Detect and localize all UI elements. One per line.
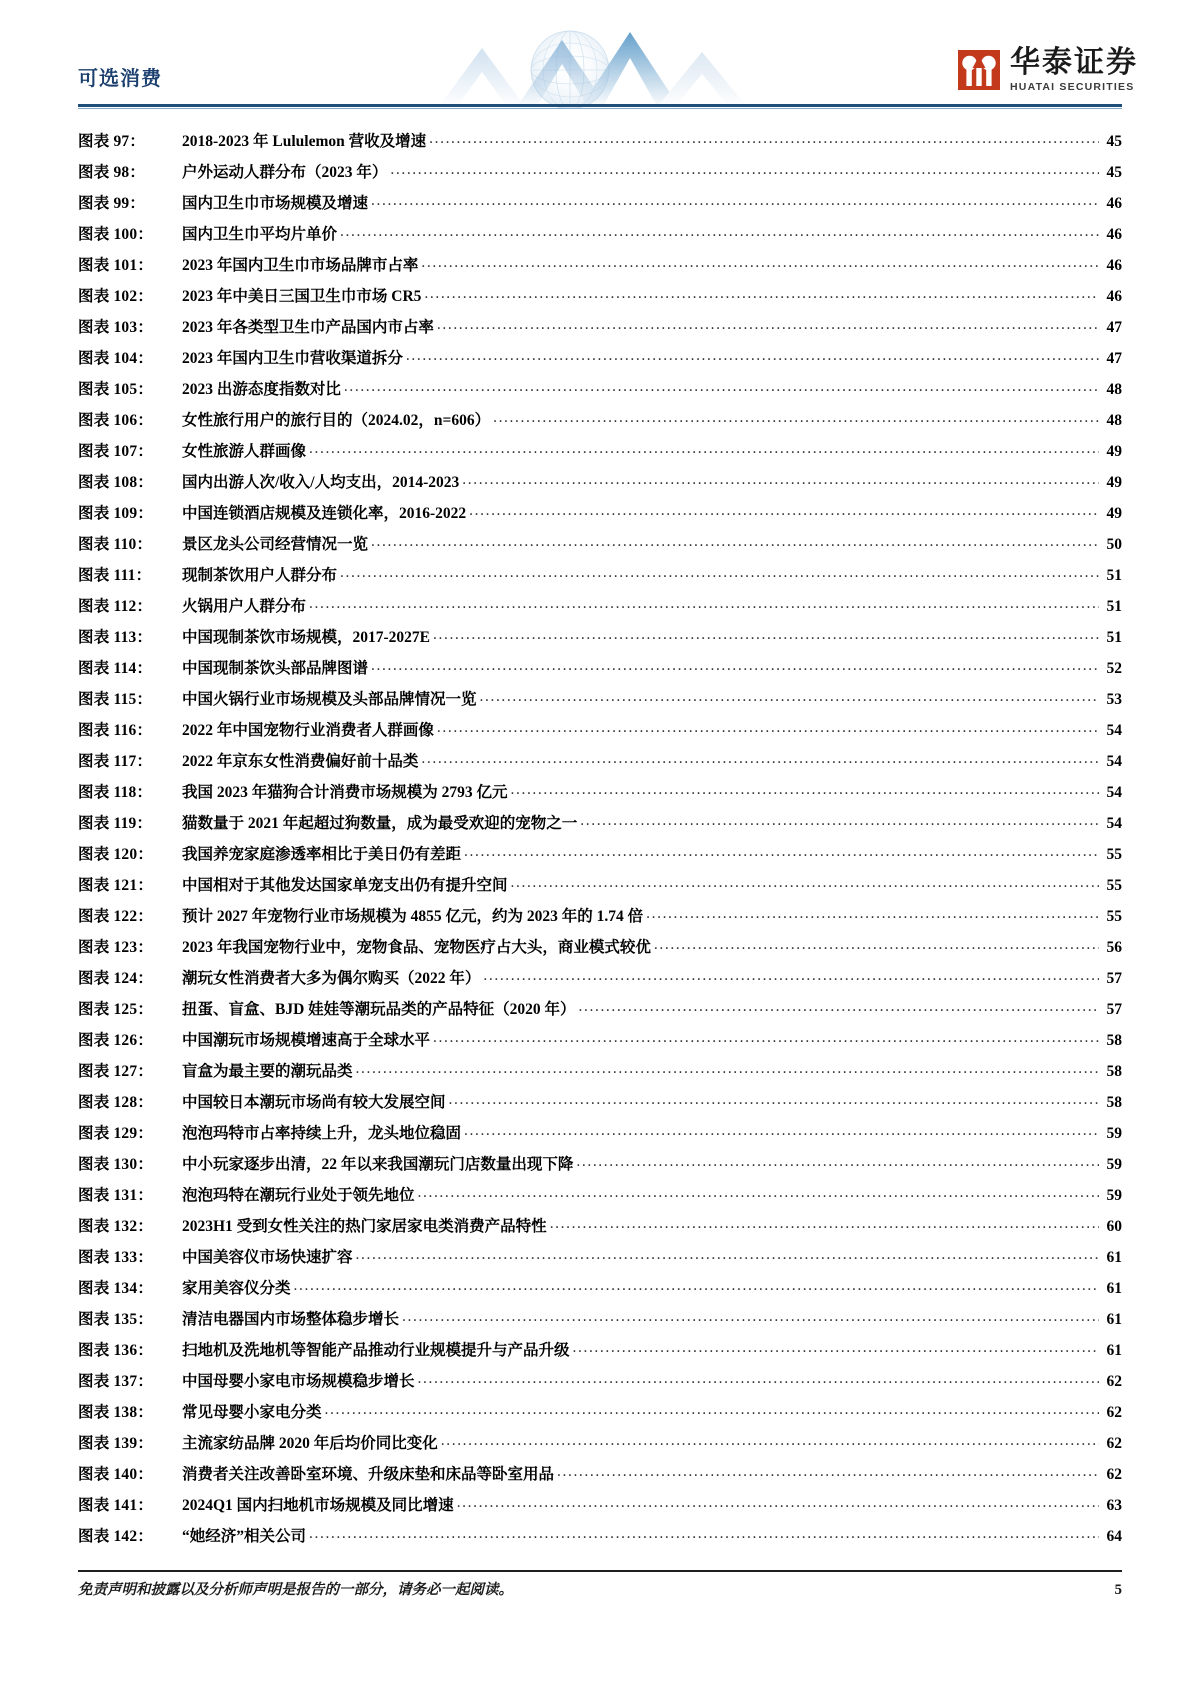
toc-entry-label: 图表 122： xyxy=(78,908,154,925)
toc-entry-page-number: 49 xyxy=(1106,505,1122,522)
toc-entry-title[interactable]: 2024Q1 国内扫地机市场规模及同比增速 xyxy=(182,1497,454,1514)
toc-entry-title[interactable]: 2023 年我国宠物行业中，宠物食品、宠物医疗占大头，商业模式较优 xyxy=(182,939,651,956)
toc-entry-title[interactable]: 泡泡玛特市占率持续上升，龙头地位稳固 xyxy=(182,1125,462,1142)
toc-entry-title[interactable]: 2023H1 受到女性关注的热门家居家电类消费产品特性 xyxy=(182,1218,547,1235)
toc-entry-leader-dots xyxy=(449,1084,1099,1115)
toc-entry-title[interactable]: 中国连锁酒店规模及连锁化率，2016-2022 xyxy=(182,505,467,522)
toc-entry[interactable] xyxy=(78,157,1122,188)
toc-entry[interactable] xyxy=(78,1211,1122,1242)
toc-entry[interactable] xyxy=(78,591,1122,622)
toc-entry-leader-dots xyxy=(457,1487,1099,1518)
toc-entry-label: 图表 132： xyxy=(78,1218,154,1235)
toc-entry-leader-dots xyxy=(464,836,1099,867)
toc-entry-title[interactable]: 中国现制茶饮市场规模，2017-2027E xyxy=(182,629,431,646)
toc-entry-page-number: 62 xyxy=(1106,1404,1122,1421)
toc-entry-leader-dots xyxy=(344,371,1099,402)
toc-entry-label: 图表 141： xyxy=(78,1497,154,1514)
toc-entry-page-number: 51 xyxy=(1106,629,1122,646)
toc-entry-label: 图表 123： xyxy=(78,939,154,956)
toc-entry[interactable] xyxy=(78,963,1122,994)
toc-entry-label: 图表 129： xyxy=(78,1125,154,1142)
toc-entry-leader-dots xyxy=(437,712,1099,743)
toc-entry-label: 图表 140： xyxy=(78,1466,154,1483)
toc-entry-leader-dots xyxy=(433,1022,1099,1053)
toc-entry-page-number: 57 xyxy=(1106,1001,1122,1018)
toc-entry-title[interactable]: 女性旅行用户的旅行目的（2024.02，n=606） xyxy=(182,412,491,429)
toc-entry-title[interactable]: 中国美容仪市场快速扩容 xyxy=(182,1249,353,1266)
toc-entry-page-number: 51 xyxy=(1106,598,1122,615)
toc-entry-title[interactable]: 猫数量于 2021 年起超过狗数量，成为最受欢迎的宠物之一 xyxy=(182,815,578,832)
toc-entry-title[interactable]: 中国较日本潮玩市场尚有较大发展空间 xyxy=(182,1094,446,1111)
toc-entry[interactable] xyxy=(78,684,1122,715)
toc-entry[interactable] xyxy=(78,1149,1122,1180)
toc-entry-label: 图表 100： xyxy=(78,226,154,243)
toc-entry-label: 图表 104： xyxy=(78,350,154,367)
toc-entry[interactable] xyxy=(78,1366,1122,1397)
toc-entry-title[interactable]: “她经济”相关公司 xyxy=(182,1528,307,1545)
toc-entry-title[interactable]: 扫地机及洗地机等智能产品推动行业规模提升与产品升级 xyxy=(182,1342,570,1359)
toc-entry[interactable] xyxy=(78,1459,1122,1490)
toc-entry-leader-dots xyxy=(511,867,1099,898)
header-divider-thick xyxy=(78,104,1122,107)
toc-entry-label: 图表 128： xyxy=(78,1094,154,1111)
toc-entry-leader-dots xyxy=(480,681,1099,712)
footer-disclaimer: 免责声明和披露以及分析师声明是报告的一部分，请务必一起阅读。 xyxy=(78,1582,513,1598)
toc-entry-title[interactable]: 2023 年国内卫生巾营收渠道拆分 xyxy=(182,350,403,367)
toc-entry-label: 图表 105： xyxy=(78,381,154,398)
toc-entry-label: 图表 142： xyxy=(78,1528,154,1545)
toc-entry-label: 图表 138： xyxy=(78,1404,154,1421)
toc-entry[interactable] xyxy=(78,746,1122,777)
toc-entry-leader-dots xyxy=(580,805,1099,836)
header-decorative-graphic xyxy=(430,26,770,108)
toc-entry-leader-dots xyxy=(371,526,1099,557)
toc-entry-leader-dots xyxy=(646,898,1099,929)
toc-entry[interactable] xyxy=(78,436,1122,467)
toc-entry-page-number: 53 xyxy=(1106,691,1122,708)
toc-entry[interactable] xyxy=(78,219,1122,250)
toc-entry[interactable] xyxy=(78,281,1122,312)
toc-entry-label: 图表 99： xyxy=(78,195,146,212)
toc-entry-page-number: 49 xyxy=(1106,443,1122,460)
toc-entry[interactable] xyxy=(78,870,1122,901)
toc-entry-page-number: 58 xyxy=(1106,1063,1122,1080)
toc-entry-leader-dots xyxy=(340,216,1099,247)
toc-entry-page-number: 63 xyxy=(1106,1497,1122,1514)
footer-page-number: 5 xyxy=(1114,1582,1122,1598)
toc-entry-title[interactable]: 国内出游人次/收入/人均支出，2014-2023 xyxy=(182,474,460,491)
toc-entry-leader-dots xyxy=(483,960,1099,991)
toc-entry-title[interactable]: 国内卫生巾市场规模及增速 xyxy=(182,195,369,212)
toc-entry-leader-dots xyxy=(429,123,1099,154)
toc-entry-title[interactable]: 家用美容仪分类 xyxy=(182,1280,291,1297)
toc-entry[interactable] xyxy=(78,808,1122,839)
toc-entry[interactable] xyxy=(78,250,1122,281)
toc-entry-leader-dots xyxy=(557,1456,1099,1487)
toc-entry-label: 图表 126： xyxy=(78,1032,154,1049)
toc-entry-title[interactable]: 潮玩女性消费者大多为偶尔购买（2022 年） xyxy=(182,970,481,987)
toc-entry-label: 图表 102： xyxy=(78,288,154,305)
toc-entry[interactable] xyxy=(78,1180,1122,1211)
toc-entry-title[interactable]: 国内卫生巾平均片单价 xyxy=(182,226,338,243)
toc-entry-page-number: 47 xyxy=(1106,350,1122,367)
toc-entry[interactable] xyxy=(78,498,1122,529)
toc-entry[interactable] xyxy=(78,1118,1122,1149)
toc-entry[interactable] xyxy=(78,405,1122,436)
toc-entry[interactable] xyxy=(78,188,1122,219)
toc-entry-page-number: 55 xyxy=(1106,908,1122,925)
toc-entry-page-number: 46 xyxy=(1106,226,1122,243)
toc-entry-page-number: 52 xyxy=(1106,660,1122,677)
toc-entry-label: 图表 111： xyxy=(78,567,152,584)
toc-entry-leader-dots xyxy=(371,185,1099,216)
toc-entry-title[interactable]: 中小玩家逐步出清，22 年以来我国潮玩门店数量出现下降 xyxy=(182,1156,574,1173)
toc-entry-title[interactable]: 2018-2023 年 Lululemon 营收及增速 xyxy=(182,133,427,150)
toc-entry[interactable] xyxy=(78,1428,1122,1459)
toc-entry-leader-dots xyxy=(402,1301,1099,1332)
toc-entry-title[interactable]: 盲盒为最主要的潮玩品类 xyxy=(182,1063,353,1080)
toc-entry-label: 图表 117： xyxy=(78,753,153,770)
toc-entry-label: 图表 101： xyxy=(78,257,154,274)
toc-entry-leader-dots xyxy=(469,495,1099,526)
huatai-logo-icon xyxy=(958,50,1000,90)
toc-entry-page-number: 54 xyxy=(1106,722,1122,739)
toc-entry-leader-dots xyxy=(356,1239,1099,1270)
toc-entry-leader-dots xyxy=(424,278,1099,309)
page-footer xyxy=(78,1578,1122,1599)
toc-entry-label: 图表 135： xyxy=(78,1311,154,1328)
toc-entry-title[interactable]: 2023 年各类型卫生巾产品国内市占率 xyxy=(182,319,434,336)
toc-entry-page-number: 54 xyxy=(1106,784,1122,801)
toc-entry-label: 图表 109： xyxy=(78,505,154,522)
toc-entry-label: 图表 114： xyxy=(78,660,153,677)
toc-entry-leader-dots xyxy=(421,743,1099,774)
toc-entry-leader-dots xyxy=(573,1332,1099,1363)
toc-entry-title[interactable]: 2022 年中国宠物行业消费者人群画像 xyxy=(182,722,434,739)
page-header xyxy=(0,0,1200,118)
toc-entry[interactable] xyxy=(78,126,1122,157)
toc-entry-leader-dots xyxy=(371,650,1099,681)
toc-entry-leader-dots xyxy=(441,1425,1099,1456)
toc-entry-title[interactable]: 清洁电器国内市场整体稳步增长 xyxy=(182,1311,400,1328)
toc-entry-label: 图表 134： xyxy=(78,1280,154,1297)
toc-entry-page-number: 54 xyxy=(1106,815,1122,832)
toc-entry-leader-dots xyxy=(437,309,1099,340)
logo-company-name-en: HUATAI SECURITIES xyxy=(1010,81,1135,93)
toc-entry-label: 图表 116： xyxy=(78,722,153,739)
toc-entry-page-number: 61 xyxy=(1106,1311,1122,1328)
toc-entry-page-number: 58 xyxy=(1106,1094,1122,1111)
toc-entry[interactable] xyxy=(78,1025,1122,1056)
toc-entry-leader-dots xyxy=(356,1053,1099,1084)
page-header-section-title: 可选消费 xyxy=(78,68,162,90)
toc-entry-page-number: 51 xyxy=(1106,567,1122,584)
toc-entry-label: 图表 106： xyxy=(78,412,154,429)
toc-entry-leader-dots xyxy=(309,1518,1099,1549)
toc-entry-page-number: 59 xyxy=(1106,1125,1122,1142)
toc-entry-page-number: 55 xyxy=(1106,877,1122,894)
toc-entry-page-number: 57 xyxy=(1106,970,1122,987)
toc-entry[interactable] xyxy=(78,777,1122,808)
toc-entry-label: 图表 110： xyxy=(78,536,153,553)
toc-entry[interactable] xyxy=(78,932,1122,963)
toc-entry-label: 图表 136： xyxy=(78,1342,154,1359)
toc-entry-title[interactable]: 中国火锅行业市场规模及头部品牌情况一览 xyxy=(182,691,477,708)
toc-entry[interactable] xyxy=(78,1490,1122,1521)
toc-entry-page-number: 62 xyxy=(1106,1466,1122,1483)
header-divider-thin xyxy=(78,108,1122,109)
toc-entry-leader-dots xyxy=(464,1115,1099,1146)
toc-entry[interactable] xyxy=(78,1273,1122,1304)
toc-entry-leader-dots xyxy=(511,774,1099,805)
toc-entry-leader-dots xyxy=(550,1208,1099,1239)
toc-entry-page-number: 48 xyxy=(1106,412,1122,429)
toc-entry-page-number: 54 xyxy=(1106,753,1122,770)
toc-entry-leader-dots xyxy=(309,433,1099,464)
toc-entry-leader-dots xyxy=(418,1363,1099,1394)
toc-entry-label: 图表 115： xyxy=(78,691,153,708)
toc-entry-title[interactable]: 2023 出游态度指数对比 xyxy=(182,381,341,398)
toc-entry-title[interactable]: 2023 年中美日三国卫生巾市场 CR5 xyxy=(182,288,422,305)
logo-company-name-cn: 华泰证券 xyxy=(1010,46,1138,79)
toc-entry-leader-dots xyxy=(325,1394,1099,1425)
toc-entry[interactable] xyxy=(78,1242,1122,1273)
toc-entry-page-number: 60 xyxy=(1106,1218,1122,1235)
toc-entry-page-number: 48 xyxy=(1106,381,1122,398)
toc-entry-leader-dots xyxy=(340,557,1099,588)
toc-entry-title[interactable]: 中国潮玩市场规模增速高于全球水平 xyxy=(182,1032,431,1049)
toc-entry-label: 图表 97： xyxy=(78,133,146,150)
toc-entry[interactable] xyxy=(78,901,1122,932)
toc-entry-label: 图表 113： xyxy=(78,629,153,646)
toc-entry-label: 图表 125： xyxy=(78,1001,154,1018)
toc-entry-leader-dots xyxy=(390,154,1099,185)
toc-entry[interactable] xyxy=(78,1304,1122,1335)
toc-entry-label: 图表 133： xyxy=(78,1249,154,1266)
toc-entry-leader-dots xyxy=(294,1270,1099,1301)
toc-entry-label: 图表 120： xyxy=(78,846,154,863)
table-of-figures xyxy=(78,126,1122,1552)
toc-entry-label: 图表 124： xyxy=(78,970,154,987)
toc-entry-page-number: 61 xyxy=(1106,1280,1122,1297)
toc-entry-title[interactable]: 我国 2023 年猫狗合计消费市场规模为 2793 亿元 xyxy=(182,784,508,801)
toc-entry-label: 图表 103： xyxy=(78,319,154,336)
toc-entry-page-number: 58 xyxy=(1106,1032,1122,1049)
toc-entry-page-number: 47 xyxy=(1106,319,1122,336)
toc-entry-page-number: 61 xyxy=(1106,1249,1122,1266)
toc-entry-title[interactable]: 常见母婴小家电分类 xyxy=(182,1404,322,1421)
toc-entry-title[interactable]: 户外运动人群分布（2023 年） xyxy=(182,164,388,181)
toc-entry-leader-dots xyxy=(309,588,1099,619)
toc-entry-page-number: 56 xyxy=(1106,939,1122,956)
toc-entry[interactable] xyxy=(78,467,1122,498)
footer-divider xyxy=(78,1570,1122,1572)
toc-entry-title[interactable]: 泡泡玛特在潮玩行业处于领先地位 xyxy=(182,1187,415,1204)
toc-entry-title[interactable]: 消费者关注改善卧室环境、升级床垫和床品等卧室用品 xyxy=(182,1466,555,1483)
toc-entry-leader-dots xyxy=(654,929,1099,960)
toc-entry[interactable] xyxy=(78,715,1122,746)
toc-entry[interactable] xyxy=(78,343,1122,374)
toc-entry-title[interactable]: 火锅用户人群分布 xyxy=(182,598,307,615)
toc-entry[interactable] xyxy=(78,1056,1122,1087)
toc-entry-label: 图表 139： xyxy=(78,1435,154,1452)
toc-entry-page-number: 55 xyxy=(1106,846,1122,863)
toc-entry-page-number: 45 xyxy=(1106,133,1122,150)
toc-entry[interactable] xyxy=(78,653,1122,684)
toc-entry-page-number: 49 xyxy=(1106,474,1122,491)
toc-entry-label: 图表 107： xyxy=(78,443,154,460)
toc-entry[interactable] xyxy=(78,622,1122,653)
toc-entry[interactable] xyxy=(78,1521,1122,1552)
toc-entry[interactable] xyxy=(78,1397,1122,1428)
toc-entry-leader-dots xyxy=(433,619,1099,650)
toc-entry-leader-dots xyxy=(493,402,1099,433)
toc-entry-page-number: 62 xyxy=(1106,1435,1122,1452)
toc-entry-leader-dots xyxy=(421,247,1099,278)
toc-entry-title[interactable]: 主流家纺品牌 2020 年后均价同比变化 xyxy=(182,1435,438,1452)
toc-entry-title[interactable]: 中国母婴小家电市场规模稳步增长 xyxy=(182,1373,415,1390)
toc-entry-leader-dots xyxy=(576,1146,1099,1177)
toc-entry-label: 图表 137： xyxy=(78,1373,154,1390)
toc-entry[interactable] xyxy=(78,312,1122,343)
toc-entry-title[interactable]: 2023 年国内卫生巾市场品牌市占率 xyxy=(182,257,419,274)
toc-entry-page-number: 59 xyxy=(1106,1187,1122,1204)
toc-entry-title[interactable]: 景区龙头公司经营情况一览 xyxy=(182,536,369,553)
toc-entry-page-number: 46 xyxy=(1106,195,1122,212)
toc-entry-page-number: 46 xyxy=(1106,288,1122,305)
toc-entry-title[interactable]: 中国现制茶饮头部品牌图谱 xyxy=(182,660,369,677)
toc-entry-title[interactable]: 扭蛋、盲盒、BJD 娃娃等潮玩品类的产品特征（2020 年） xyxy=(182,1001,576,1018)
toc-entry-title[interactable]: 2022 年京东女性消费偏好前十品类 xyxy=(182,753,419,770)
toc-entry-page-number: 59 xyxy=(1106,1156,1122,1173)
toc-entry-label: 图表 112： xyxy=(78,598,153,615)
toc-entry-label: 图表 127： xyxy=(78,1063,154,1080)
toc-entry-page-number: 64 xyxy=(1106,1528,1122,1545)
toc-entry-label: 图表 121： xyxy=(78,877,154,894)
toc-entry-title[interactable]: 预计 2027 年宠物行业市场规模为 4855 亿元，约为 2023 年的 1.74 倍 xyxy=(182,908,644,925)
toc-entry-label: 图表 108： xyxy=(78,474,154,491)
toc-entry[interactable] xyxy=(78,374,1122,405)
company-logo xyxy=(958,48,1138,93)
toc-entry-leader-dots xyxy=(462,464,1099,495)
toc-entry-leader-dots xyxy=(406,340,1099,371)
toc-entry[interactable] xyxy=(78,839,1122,870)
toc-entry-page-number: 61 xyxy=(1106,1342,1122,1359)
toc-entry-label: 图表 98： xyxy=(78,164,146,181)
toc-entry-page-number: 46 xyxy=(1106,257,1122,274)
toc-entry[interactable] xyxy=(78,1335,1122,1366)
logo-text xyxy=(1010,48,1138,93)
toc-entry-title[interactable]: 中国相对于其他发达国家单宠支出仍有提升空间 xyxy=(182,877,508,894)
toc-entry-page-number: 50 xyxy=(1106,536,1122,553)
toc-entry-leader-dots xyxy=(418,1177,1099,1208)
toc-entry[interactable] xyxy=(78,994,1122,1025)
toc-entry-title[interactable]: 女性旅游人群画像 xyxy=(182,443,307,460)
toc-entry-label: 图表 118： xyxy=(78,784,153,801)
toc-entry[interactable] xyxy=(78,560,1122,591)
toc-entry[interactable] xyxy=(78,1087,1122,1118)
toc-entry-page-number: 62 xyxy=(1106,1373,1122,1390)
toc-entry-title[interactable]: 我国养宠家庭渗透率相比于美日仍有差距 xyxy=(182,846,462,863)
toc-entry-label: 图表 119： xyxy=(78,815,153,832)
toc-entry[interactable] xyxy=(78,529,1122,560)
toc-entry-title[interactable]: 现制茶饮用户人群分布 xyxy=(182,567,338,584)
toc-entry-label: 图表 131： xyxy=(78,1187,154,1204)
toc-entry-label: 图表 130： xyxy=(78,1156,154,1173)
toc-entry-page-number: 45 xyxy=(1106,164,1122,181)
toc-entry-leader-dots xyxy=(579,991,1099,1022)
